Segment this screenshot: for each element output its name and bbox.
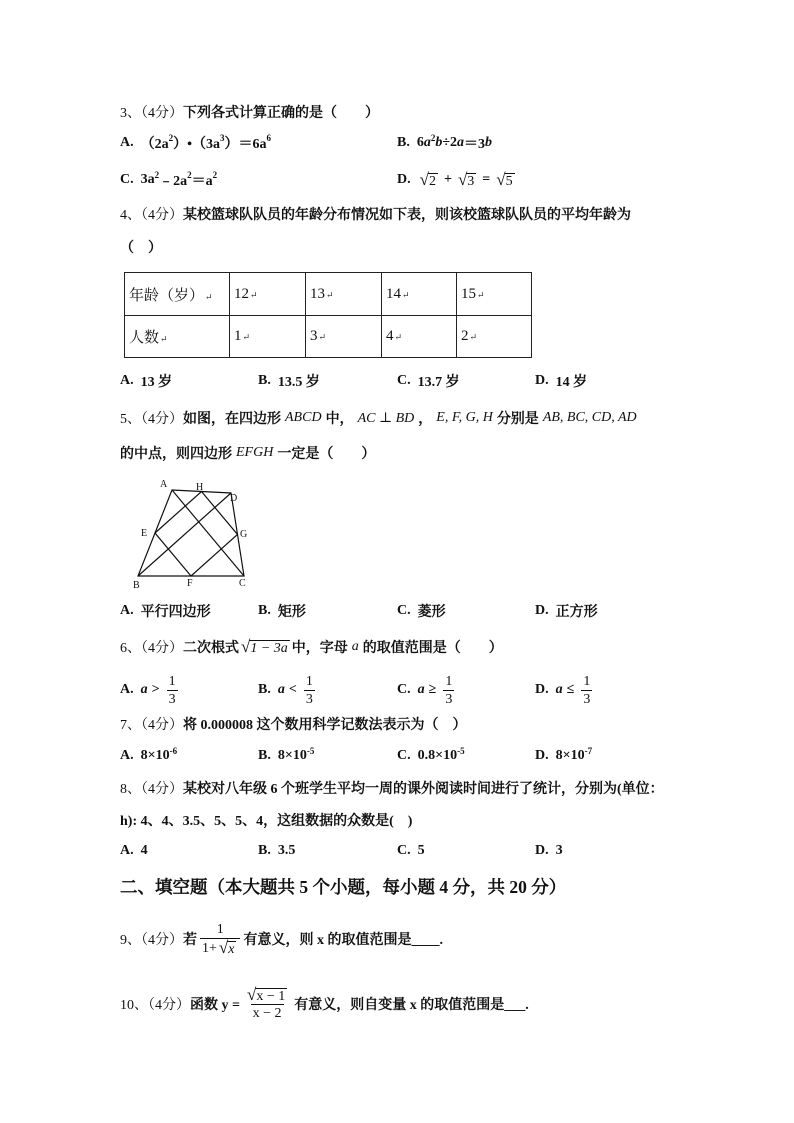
math-variable: a (417, 682, 425, 697)
q10-number: 10、（4分） (120, 998, 190, 1013)
option-text: ÷2 (442, 135, 458, 150)
table-row-age (125, 273, 532, 316)
q4-stem (120, 204, 631, 224)
option-label: D. (535, 682, 549, 697)
option-label: A. (120, 603, 134, 618)
math-variable: a (277, 682, 285, 697)
exponent: 6 (266, 133, 272, 143)
option-text: ﹣2a (159, 174, 188, 189)
option-text: ）•（3a (173, 137, 221, 152)
cell-text: 年龄（岁） (129, 287, 205, 304)
figure-label-g: G (240, 529, 248, 540)
exponent: -5 (457, 746, 465, 756)
q7-number: 7、（4分） (120, 718, 183, 733)
q6-stem (120, 635, 503, 659)
denominator: 3 (583, 691, 591, 707)
cell-text: 13 (310, 285, 325, 302)
q8-option-a (120, 841, 148, 861)
q4-text: 某校篮球队队员的年龄分布情况如下表，则该校篮球队队员的平均年龄为 (183, 208, 631, 223)
fraction (443, 673, 454, 708)
option-label: B. (258, 682, 271, 697)
q3-option-c (120, 170, 217, 190)
q5-option-a (120, 601, 211, 621)
q3-text: 下列各式计算正确的是（ ） (183, 106, 379, 121)
fraction (167, 673, 178, 708)
comparison-operator: ≥ (428, 682, 437, 697)
q5-option-c (397, 601, 446, 621)
q5-option-b (258, 601, 306, 621)
radicand: 2 (428, 174, 436, 189)
option-text: ）＝6a (224, 137, 267, 152)
figure-label-a: A (160, 479, 168, 490)
math-variable: b (435, 135, 443, 150)
q7-option-a (120, 746, 177, 766)
equals-sign: = (482, 172, 491, 187)
cell-text: 1 (234, 328, 242, 344)
q9-text: 若 (183, 933, 197, 948)
option-text: 8×10 (555, 748, 585, 763)
option-label: A. (120, 748, 134, 763)
numerator: 1 (168, 673, 176, 689)
option-label: B. (258, 373, 271, 388)
denominator (200, 938, 240, 957)
q7-stem (120, 714, 467, 734)
exponent: -5 (306, 746, 315, 756)
cell-text: 3 (310, 328, 318, 344)
paragraph-mark-icon: ↵ (326, 289, 334, 300)
option-text: 3 (555, 843, 563, 858)
fraction (304, 673, 315, 708)
paragraph-mark-icon: ↵ (160, 334, 168, 344)
math-segments: AB, BC, CD, AD (542, 410, 637, 425)
table-cell (457, 316, 532, 358)
table-cell (382, 316, 457, 358)
quadrilateral-abcd (138, 490, 244, 576)
option-text: 14 岁 (555, 375, 588, 390)
numerator: 1 (305, 673, 313, 689)
q9-number: 9、（4分） (120, 933, 183, 948)
paragraph-mark-icon: ↵ (402, 289, 410, 300)
exponent: 3 (220, 133, 225, 143)
option-text: 6 (416, 135, 424, 150)
comparison-operator: < (288, 682, 297, 697)
option-label: D. (535, 748, 549, 763)
q4-option-d (535, 371, 587, 391)
radical-sign: √ (457, 170, 468, 189)
option-text: 矩形 (277, 605, 306, 620)
comparison-operator: > (151, 682, 160, 697)
q5-text: 如图，在四边形 (183, 412, 281, 427)
radicand: x (228, 942, 235, 957)
sqrt-expression (241, 638, 290, 656)
denominator-text: 1+ (202, 941, 217, 956)
option-label: A. (120, 843, 134, 858)
q6-text: 的取值范围是（ ） (362, 641, 503, 656)
math-variable: a (140, 682, 148, 697)
q5-text: 的中点，则四边形 (120, 447, 232, 462)
paragraph-mark-icon: ↵ (394, 332, 403, 342)
q5-stem-line1 (120, 408, 641, 428)
plus-sign: + (443, 172, 452, 187)
sqrt-2 (420, 171, 438, 189)
q8-text: h): 4、4、3.5、5、5、4，这组数据的众数是( ) (120, 814, 413, 829)
table-cell (382, 273, 457, 316)
option-label: D. (535, 843, 549, 858)
option-label: A. (120, 682, 134, 697)
fraction (581, 673, 592, 708)
cell-text: 2 (461, 328, 469, 344)
option-text: 菱形 (417, 605, 446, 620)
option-text: 平行四边形 (140, 605, 211, 620)
radicand: 5 (505, 174, 513, 189)
q6-option-c (397, 672, 457, 708)
q4-number: 4、（4分） (120, 208, 183, 223)
paragraph-mark-icon: ↵ (250, 289, 258, 300)
table-cell (306, 316, 382, 358)
denominator: x − 2 (252, 1006, 282, 1021)
figure-label-d: D (230, 493, 238, 504)
option-label: C. (397, 373, 411, 388)
option-text: 3a (140, 172, 155, 187)
option-label: D. (535, 373, 549, 388)
option-text: 13.7 岁 (417, 375, 460, 390)
q9-stem (120, 917, 443, 961)
q6-number: 6、（4分） (120, 641, 183, 656)
radical-sign: √ (218, 938, 229, 957)
sqrt-3 (458, 171, 476, 189)
sqrt-x (219, 939, 237, 957)
exponent: -7 (584, 746, 593, 756)
q10-text: 有意义，则自变量 x 的取值范围是___. (294, 998, 529, 1013)
exponent: 2 (187, 170, 192, 180)
radicand: x − 1 (256, 989, 286, 1004)
cell-text: 14 (386, 285, 401, 302)
q6-text: 二次根式 (183, 641, 239, 656)
figure-label-e: E (141, 528, 148, 539)
cell-text: 人数 (129, 330, 160, 346)
table-header-cell (125, 316, 230, 358)
option-text: 8×10 (140, 748, 170, 763)
q3-option-d (397, 168, 517, 192)
option-label: D. (397, 172, 411, 187)
option-label: A. (120, 135, 134, 150)
option-text: 3.5 (277, 843, 296, 858)
denominator: 3 (445, 691, 453, 707)
option-label: B. (258, 603, 271, 618)
quadrilateral-efgh (155, 492, 238, 577)
fraction (200, 921, 240, 957)
option-label: C. (397, 603, 411, 618)
radical-sign: √ (246, 985, 257, 1004)
q8-text: 某校对八年级 6 个班学生平均一周的课外阅读时间进行了统计，分别为(单位： (183, 782, 664, 797)
numerator: 1 (583, 673, 591, 689)
option-text: 正方形 (555, 605, 598, 620)
q8-option-d (535, 841, 563, 861)
table-cell (457, 273, 532, 316)
q5-text: 分别是 (496, 412, 539, 427)
table-cell (306, 273, 382, 316)
radical-sign: √ (419, 170, 429, 189)
figure-label-h: H (196, 482, 204, 493)
option-label: C. (397, 748, 411, 763)
answer-paren: （ ） (120, 241, 162, 256)
cell-text: 4 (386, 328, 394, 344)
math-perpendicular: AC ⊥ BD (357, 410, 415, 426)
paragraph-mark-icon: ↵ (477, 289, 485, 300)
q10-stem (120, 981, 529, 1027)
option-text: 4 (140, 843, 148, 858)
option-label: B. (258, 843, 271, 858)
section-heading: 二、填空题（本大题共 5 个小题，每小题 4 分，共 20 分） (120, 876, 567, 897)
math-variable: a (457, 135, 465, 150)
radical-sign: √ (241, 637, 251, 656)
option-text: 13.5 岁 (277, 375, 320, 390)
q7-option-d (535, 746, 592, 766)
option-label: D. (535, 603, 549, 618)
quadrilateral-figure (128, 476, 258, 592)
q5-number: 5、（4分） (120, 412, 183, 427)
exponent: 2 (430, 133, 436, 143)
denominator: 3 (305, 691, 313, 707)
q4-option-a (120, 371, 172, 391)
q3-option-a (120, 133, 271, 153)
q4-answer-paren (120, 237, 162, 257)
q6-option-a (120, 672, 181, 708)
figure-label-c: C (239, 578, 246, 589)
paragraph-mark-icon: ↵ (318, 332, 327, 342)
q6-option-b (258, 672, 318, 708)
q6-text: 中，字母 (291, 641, 348, 656)
paragraph-mark-icon: ↵ (242, 332, 251, 342)
option-text: ＝3 (464, 137, 486, 152)
option-label: C. (397, 843, 411, 858)
math-variable: a (555, 682, 563, 697)
figure-label-f: F (187, 578, 193, 589)
option-text: 8×10 (277, 748, 307, 763)
option-text: 5 (417, 843, 425, 858)
cell-text: 12 (234, 285, 249, 302)
q4-option-b (258, 371, 320, 391)
exponent: 2 (212, 170, 218, 180)
math-variable: b (485, 135, 493, 150)
math-variable: a (351, 639, 359, 654)
exponent: 2 (168, 133, 174, 143)
q5-stem-line2 (120, 443, 375, 463)
q8-option-b (258, 841, 295, 861)
exponent: -6 (169, 746, 178, 756)
math-points: E, F, G, H (436, 410, 493, 425)
q8-stem-line2 (120, 810, 412, 830)
q9-text: 有意义，则 x 的取值范围是____. (243, 933, 443, 948)
table-row-count (125, 316, 532, 358)
option-label: C. (120, 172, 134, 187)
q8-option-c (397, 841, 425, 861)
math-quadrilateral: ABCD (285, 410, 322, 425)
table-header-cell (125, 273, 230, 316)
q8-number: 8、（4分） (120, 782, 183, 797)
age-distribution-table (124, 272, 532, 358)
sqrt-5 (496, 171, 514, 189)
numerator: 1 (216, 922, 224, 937)
q5-text: 中， (325, 412, 354, 427)
q10-text: 函数 y = (190, 998, 240, 1013)
option-label: A. (120, 373, 134, 388)
table-cell (230, 273, 306, 316)
table-cell (230, 316, 306, 358)
radicand: 1 − 3a (250, 641, 288, 656)
option-text: （2a (140, 137, 169, 152)
q3-number: 3、（4分） (120, 106, 183, 121)
option-label: C. (397, 682, 411, 697)
sqrt-expression (247, 986, 287, 1004)
paragraph-mark-icon: ↵ (469, 332, 478, 342)
option-label: B. (258, 748, 271, 763)
option-text: ＝a (191, 174, 213, 189)
radical-sign: √ (496, 170, 506, 189)
cell-text: 15 (461, 285, 476, 302)
q3-stem (120, 102, 379, 122)
numerator (243, 986, 291, 1004)
figure-label-b: B (133, 580, 140, 591)
numerator: 1 (445, 673, 453, 689)
fraction (243, 986, 291, 1022)
q7-option-c (397, 746, 465, 766)
exponent: 2 (154, 170, 160, 180)
q8-stem-line1 (120, 778, 664, 798)
q4-option-c (397, 371, 460, 391)
q5-text: 一定是（ ） (277, 447, 376, 462)
q5-option-d (535, 601, 598, 621)
comparison-operator: ≤ (566, 682, 575, 697)
q7-option-b (258, 746, 314, 766)
option-label: B. (397, 135, 410, 150)
radicand: 3 (467, 174, 475, 189)
option-text: 0.8×10 (417, 748, 458, 763)
math-quadrilateral: EFGH (236, 445, 274, 460)
math-variable: a (423, 135, 431, 150)
q6-option-d (535, 672, 595, 708)
option-text: 13 岁 (140, 375, 173, 390)
q7-text: 将 0.000008 这个数用科学记数法表示为（ ） (183, 718, 467, 733)
paragraph-mark-icon: ↵ (205, 291, 213, 302)
q5-text: ， (418, 412, 433, 427)
denominator: 3 (168, 691, 176, 707)
q3-option-b (397, 133, 492, 153)
